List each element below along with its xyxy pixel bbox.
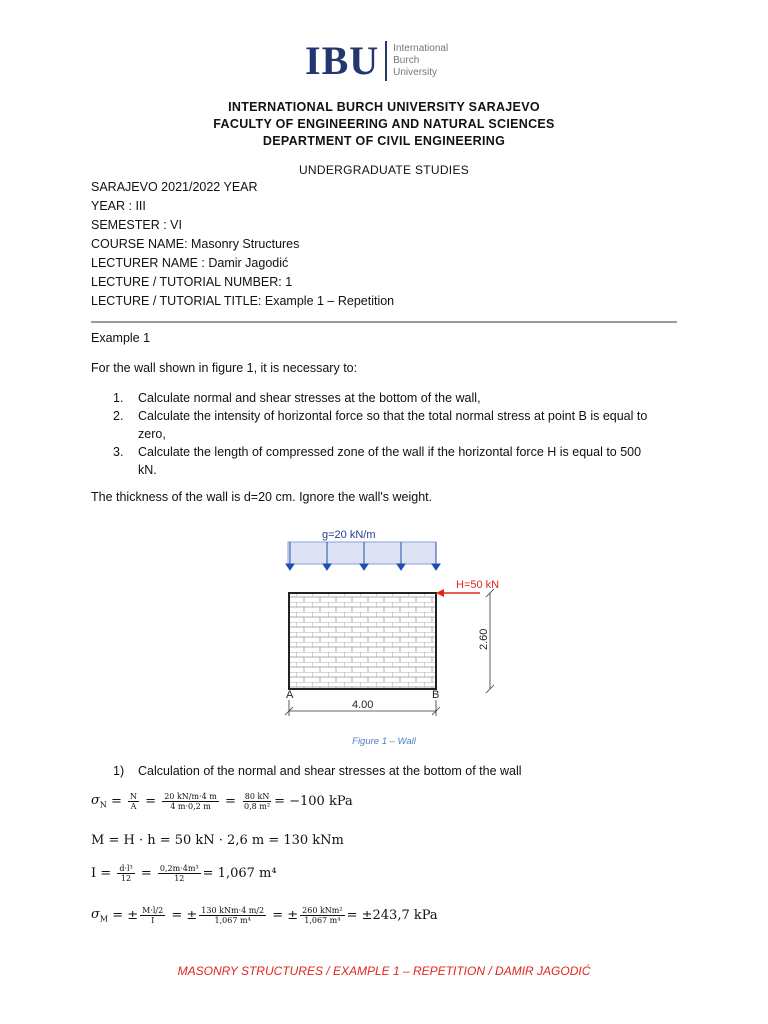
calc-title: Calculation of the normal and shear stresses at the bottom of the wall — [138, 764, 522, 778]
info-line: LECTURER NAME : Damir Jagodić — [91, 256, 289, 270]
logo-divider — [385, 41, 387, 81]
faculty-name: FACULTY OF ENGINEERING AND NATURAL SCIENCES — [213, 117, 555, 131]
logo-line: University — [393, 67, 438, 78]
task-item — [113, 389, 683, 407]
task-item — [113, 407, 683, 443]
width-dimension: 4.00 — [352, 699, 374, 711]
calculation-heading — [113, 762, 522, 780]
eq-lhs: $\sigma_N$ — [91, 793, 107, 810]
info-line: COURSE NAME: Masonry Structures — [91, 237, 300, 251]
eq-lhs: I = — [91, 866, 112, 881]
fraction: $\frac{80 kN}{\text{0,8 m²}}$ — [244, 792, 271, 811]
studies-label: UNDERGRADUATE STUDIES — [298, 163, 470, 177]
task-line: zero, — [138, 427, 166, 441]
info-line: SEMESTER : VI — [91, 218, 182, 232]
task-number: 1. — [113, 391, 124, 405]
department-name: DEPARTMENT OF CIVIL ENGINEERING — [262, 134, 506, 148]
info-line: LECTURE / TUTORIAL NUMBER: 1 — [91, 275, 293, 289]
task-line: kN. — [138, 463, 157, 477]
equation-normal-stress: $\sigma_N$ = $\frac{N}{A}$ = $\frac{20 kN/m\cdot 4 m}{4 m\cdot 0,2 m}$ = $\frac{80 kN}{\text{0,8 m²}}$ = −100 kPa — [91, 792, 353, 811]
example-intro: For the wall shown in figure 1, it is necessary to: — [91, 361, 358, 375]
ibu-logo — [305, 40, 448, 82]
distributed-load — [288, 542, 436, 564]
eq-result: = 1,067 m⁴ — [202, 866, 277, 881]
point-b-label: B — [432, 689, 440, 701]
point-a-label: A — [286, 689, 294, 701]
equation-inertia: I = $\frac{\text{d·l³}}{12}$ = $\frac{\text{0,2m·4m³}}{12}$ = 1,067 m⁴ — [91, 864, 277, 883]
task-line: Calculate the intensity of horizontal force so that the total normal stress at point B is equal to — [138, 409, 648, 423]
logo-mark: IBU — [305, 38, 380, 83]
task-item — [113, 443, 683, 479]
fraction: $\frac{\text{d·l³}}{12}$ — [119, 864, 133, 883]
wall-diagram — [280, 522, 520, 722]
fraction: $\frac{\text{0,2m·4m³}}{12}$ — [159, 864, 199, 883]
fraction: $\frac{N}{A}$ — [130, 792, 138, 811]
course-info — [91, 178, 394, 311]
task-number: 3. — [113, 445, 124, 459]
fraction: $\frac{20 kN/m\cdot 4 m}{4 m\cdot 0,2 m}$ — [164, 792, 217, 811]
task-text — [138, 443, 641, 479]
task-number: 2. — [113, 409, 124, 423]
load-label: g=20 kN/m — [322, 529, 376, 541]
logo-line: International — [393, 43, 449, 54]
eq-result: = −100 kPa — [274, 794, 353, 809]
task-list — [113, 389, 683, 479]
university-name: INTERNATIONAL BURCH UNIVERSITY SARAJEVO — [228, 100, 540, 114]
logo-line: Burch — [393, 55, 420, 66]
h-force-label: H=50 kN — [456, 579, 500, 591]
task-text: Calculate normal and shear stresses at the bottom of the wall, — [138, 391, 481, 405]
info-line: YEAR : III — [91, 199, 146, 213]
eq-result: = ±243,7 kPa — [346, 908, 438, 923]
equation-bending-stress: $\sigma_M$ = ± $\frac{M\cdot l/2}{I}$ = ± $\frac{\text{130 kNm·4 m/2}}{\text{1,067 m⁴}}$ = ± $\frac{\text{260 kNm²}}{\text{1,067 m⁴}}$ = ±243,7 kPa — [91, 906, 438, 925]
institution-header — [0, 99, 768, 150]
fraction: $\frac{\text{260 kNm²}}{\text{1,067 m⁴}}$ — [302, 906, 343, 925]
height-dimension: 2.60 — [478, 628, 490, 650]
thickness-note: The thickness of the wall is d=20 cm. Ignore the wall's weight. — [91, 490, 433, 504]
logo-text — [393, 43, 448, 79]
divider — [91, 321, 677, 323]
task-line: Calculate the length of compressed zone of the wall if the horizontal force H is equal to 500 — [138, 445, 642, 459]
info-line: LECTURE / TUTORIAL TITLE: Example 1 – Repetition — [91, 294, 395, 308]
example-title: Example 1 — [91, 331, 151, 345]
task-text — [138, 407, 647, 443]
equation-moment: M = H · h = 50 kN · 2,6 m = 130 kNm — [91, 833, 344, 848]
figure-caption: Figure 1 – Wall — [352, 736, 416, 747]
fraction: $\frac{M\cdot l/2}{I}$ — [142, 906, 164, 925]
info-line: SARAJEVO 2021/2022 YEAR — [91, 180, 258, 194]
page-footer: MASONRY STRUCTURES / EXAMPLE 1 – REPETITION / DAMIR JAGODIĆ — [177, 964, 591, 978]
wall-figure — [280, 522, 520, 727]
calc-number: 1) — [113, 764, 125, 778]
eq-lhs: $\sigma_M$ — [91, 907, 109, 924]
fraction: $\frac{\text{130 kNm·4 m/2}}{\text{1,067 m⁴}}$ — [201, 906, 265, 925]
masonry-wall — [289, 593, 436, 689]
